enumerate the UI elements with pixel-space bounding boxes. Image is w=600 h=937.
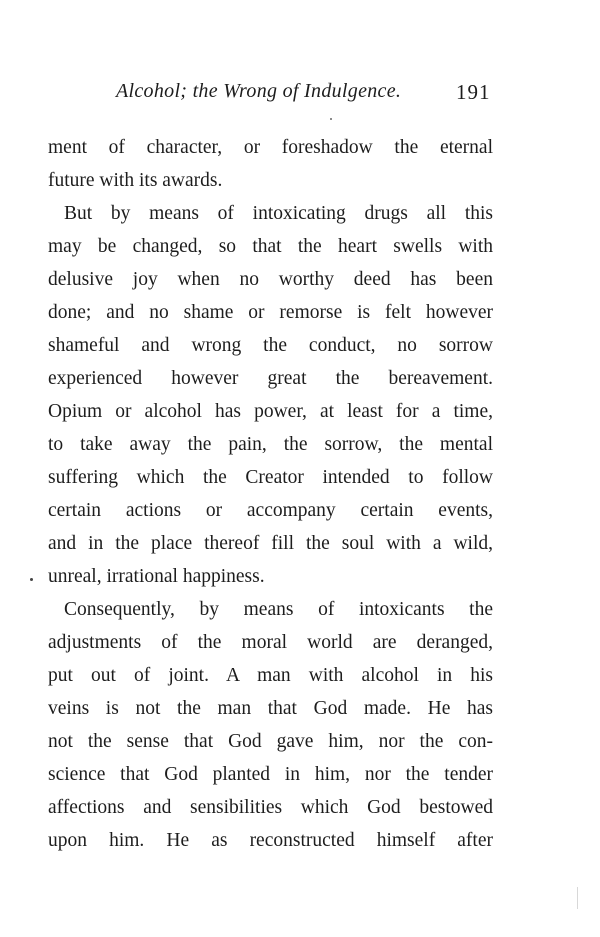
- text-line: put out of joint. A man with alcohol in his: [48, 665, 493, 686]
- text-line: certain actions or accompany certain events,: [48, 500, 493, 521]
- text-line: ment of character, or foreshadow the eternal: [48, 137, 493, 158]
- text-line: But by means of intoxicating drugs all this: [64, 203, 493, 224]
- text-line: future with its awards.: [48, 170, 223, 191]
- text-line: upon him. He as reconstructed himself after: [48, 830, 493, 851]
- text-line: delusive joy when no worthy deed has been: [48, 269, 493, 290]
- running-head: [0, 80, 600, 110]
- text-line: shameful and wrong the conduct, no sorrow: [48, 335, 493, 356]
- page-edge-mark: [577, 887, 578, 909]
- margin-speck: [30, 578, 33, 581]
- text-line: unreal, irrational happiness.: [48, 566, 265, 587]
- text-line: affections and sensibilities which God bestowed: [48, 797, 493, 818]
- text-line: experienced however great the bereavement.: [48, 368, 493, 389]
- text-line: done; and no shame or remorse is felt however: [48, 302, 493, 323]
- body-text: [48, 131, 493, 857]
- text-line: veins is not the man that God made. He has: [48, 698, 493, 719]
- text-line: science that God planted in him, nor the tender: [48, 764, 493, 785]
- text-line: Consequently, by means of intoxicants the: [64, 599, 493, 620]
- running-title: Alcohol; the Wrong of Indulgence.: [116, 80, 402, 102]
- text-line: and in the place thereof fill the soul with a wild,: [48, 533, 493, 554]
- page-number: 191: [456, 80, 491, 104]
- text-line: may be changed, so that the heart swells with: [48, 236, 493, 257]
- text-line: not the sense that God gave him, nor the con-: [48, 731, 493, 752]
- text-line: Opium or alcohol has power, at least for a time,: [48, 401, 493, 422]
- print-speck: [330, 118, 332, 120]
- text-line: to take away the pain, the sorrow, the mental: [48, 434, 493, 455]
- text-line: suffering which the Creator intended to follow: [48, 467, 493, 488]
- text-line: adjustments of the moral world are deranged,: [48, 632, 493, 653]
